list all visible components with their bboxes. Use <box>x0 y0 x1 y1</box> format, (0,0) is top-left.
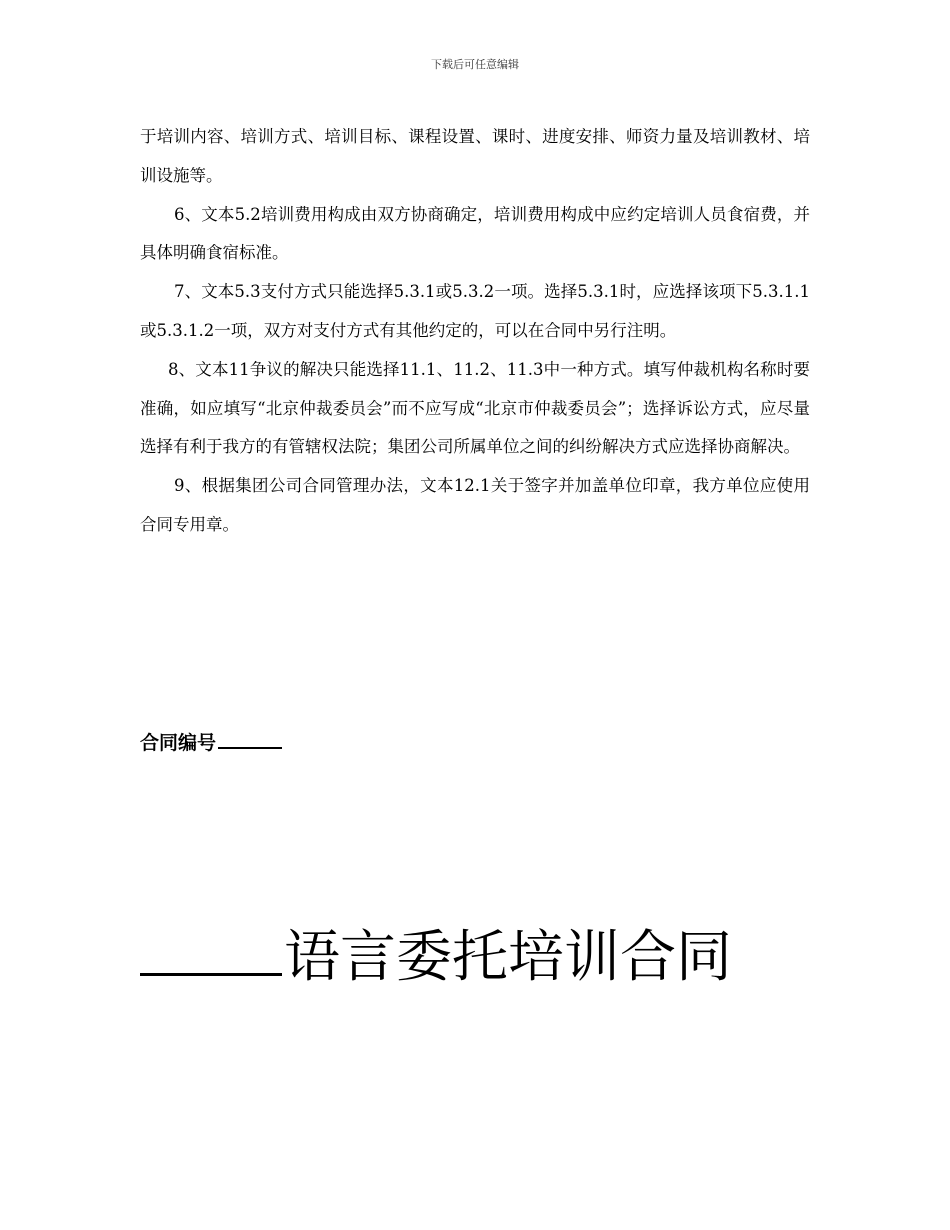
page-header-note: 下载后可任意编辑 <box>431 58 519 71</box>
paragraph-item-8: 8、文本11争议的解决只能选择11.1、11.2、11.3中一种方式。填写仲裁机构名称时要准确，如应填写“北京仲裁委员会”而不应写成“北京市仲裁委员会”；选择诉讼方式，应尽量选择有利于我方的有管辖权法院；集团公司所属单位之间的纠纷解决方式应选择协商解决。 <box>140 359 810 457</box>
contract-title-blank <box>140 923 282 976</box>
paragraph-item-9: 9、根据集团公司合同管理办法，文本12.1关于签字并加盖单位印章，我方单位应使用合同专用章。 <box>140 476 810 534</box>
paragraph-item-7: 7、文本5.3支付方式只能选择5.3.1或5.3.2一项。选择5.3.1时，应选择该项下5.3.1.1或5.3.1.2一项，双方对支付方式有其他约定的，可以在合同中另行注明。 <box>140 282 810 340</box>
instructions-body <box>140 118 810 545</box>
contract-number-label: 合同编号 <box>140 732 217 754</box>
paragraph-continuation: 于培训内容、培训方式、培训目标、课程设置、课时、进度安排、师资力量及培训教材、培训设施等。 <box>140 127 810 185</box>
contract-title: 语言委托培训合同 <box>284 925 732 990</box>
contract-number-blank <box>218 731 282 749</box>
paragraph-item-6: 6、文本5.2培训费用构成由双方协商确定，培训费用构成中应约定培训人员食宿费，并具体明确食宿标准。 <box>140 204 810 263</box>
contract-title-line <box>140 920 732 996</box>
contract-number-line <box>140 728 282 755</box>
